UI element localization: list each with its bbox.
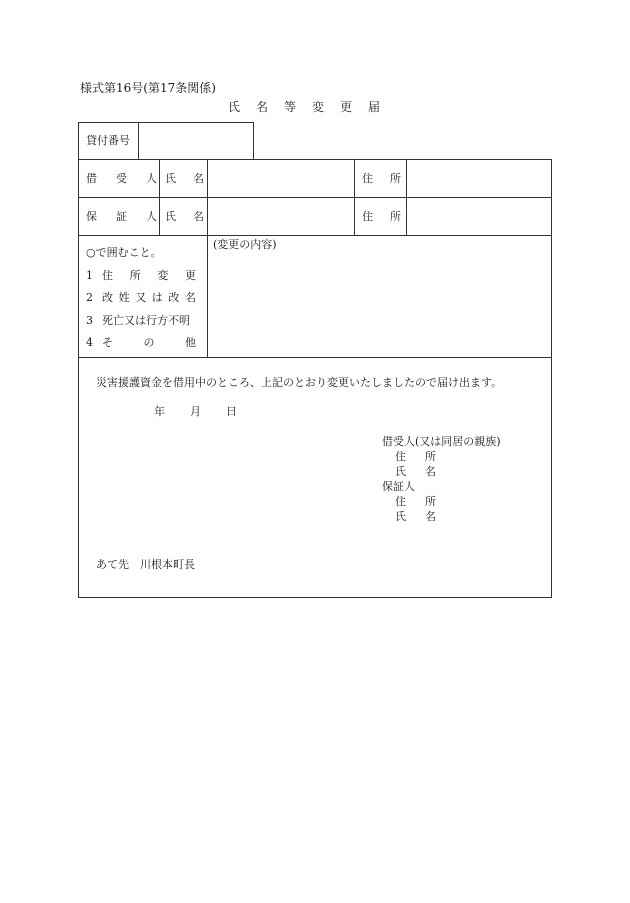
signatory-guarantor-label: 保証人 [382,480,415,493]
option-4-text[interactable]: そ の 他 [102,336,196,349]
option-3-text[interactable]: 死亡又は行方不明 [102,314,190,327]
option-2-text[interactable]: 改 姓 又 は 改 名 [102,291,196,304]
borrower-name-field[interactable] [214,173,348,187]
signatory-guarantor-name: 氏 名 [395,510,440,523]
date-day: 日 [226,405,237,418]
declaration-text: 災害援護資金を借用中のところ、上記のとおり変更いたしましたので届け出ます。 [96,376,503,389]
guarantor-name-label: 氏 名 [165,210,207,223]
option-1-num: 1 [86,269,93,282]
addressee: あて先 川根本町長 [96,558,195,571]
borrower-label: 借 受 人 [86,172,161,185]
guarantor-address-label: 住 所 [362,210,404,223]
change-content-label: (変更の内容) [213,238,277,251]
option-1-text[interactable]: 住 所 変 更 [102,269,196,282]
signatory-borrower-address: 住 所 [395,450,440,463]
guarantor-label: 保 証 人 [86,210,161,223]
option-3-num: 3 [86,314,93,327]
guarantor-name-field[interactable] [214,211,348,225]
change-content-field[interactable] [213,256,545,352]
date-year: 年 [154,405,165,418]
date-month: 月 [190,405,201,418]
circle-instruction: ○で囲むこと。 [86,246,162,259]
borrower-address-field[interactable] [413,173,545,187]
loan-number-label: 貸付番号 [86,134,130,147]
option-4-num: 4 [86,336,93,349]
form-number: 様式第16号(第17条関係) [80,81,216,95]
borrower-name-label: 氏 名 [165,172,207,185]
loan-number-field[interactable] [146,135,246,149]
form-title: 氏 名 等 変 更 届 [228,100,383,114]
signatory-guarantor-address: 住 所 [395,495,440,508]
borrower-address-label: 住 所 [362,172,404,185]
signatory-borrower-name: 氏 名 [395,465,440,478]
guarantor-address-field[interactable] [413,211,545,225]
option-2-num: 2 [86,291,93,304]
signatory-borrower-label: 借受人(又は同居の親族) [382,435,501,448]
